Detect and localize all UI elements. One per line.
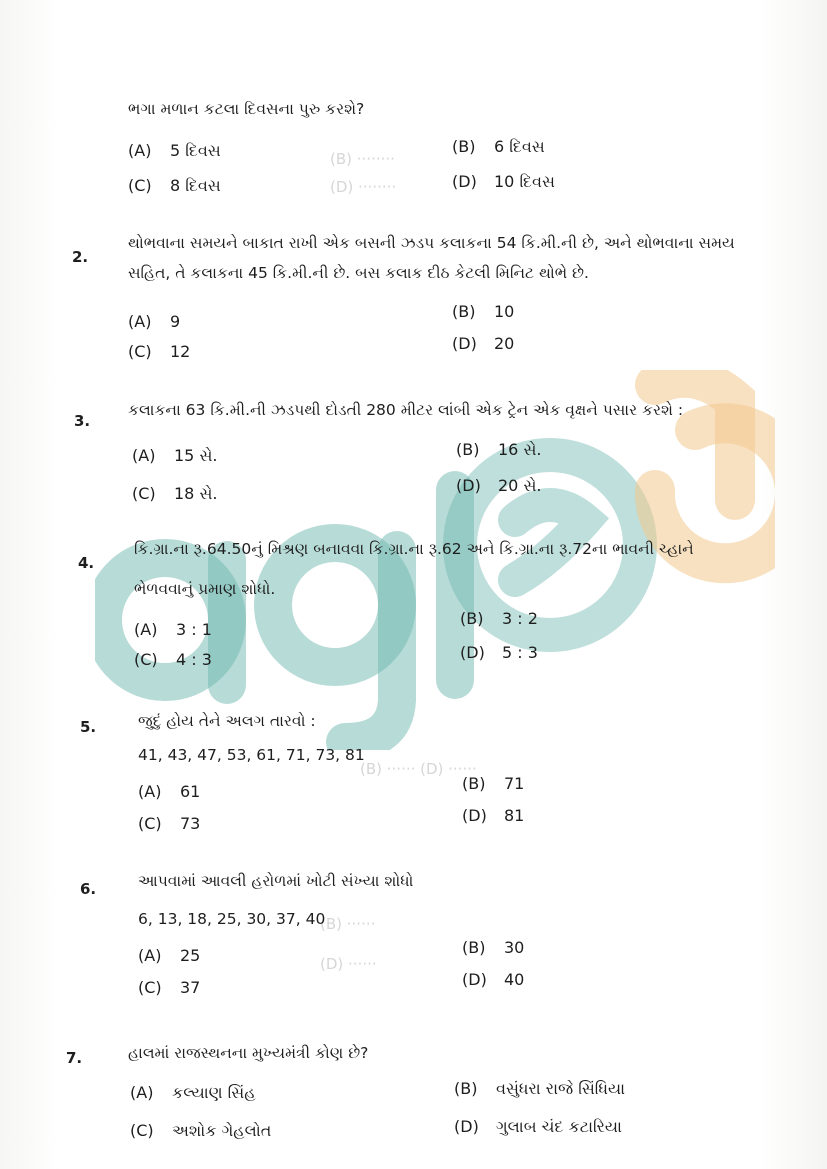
option-label: (A) — [138, 946, 162, 965]
option-value: 81 — [504, 806, 525, 825]
option-label: (A) — [138, 782, 162, 801]
option-label: (D) — [456, 476, 481, 495]
option-value: 8 દિવસ — [170, 176, 221, 195]
option-label: (D) — [452, 334, 477, 353]
question-4-number: 4. — [78, 554, 95, 572]
option-value: 10 — [494, 302, 515, 321]
question-7-option-b — [454, 1079, 625, 1099]
question-2-option-d — [452, 334, 514, 353]
question-4-option-c — [134, 650, 212, 669]
option-label: (C) — [134, 650, 158, 669]
option-value: 12 — [170, 342, 191, 361]
option-value: 71 — [504, 774, 525, 793]
bleed-through-text: (D) ········ — [330, 178, 397, 196]
option-value: વસુંધરા રાજે સિંધિયા — [496, 1079, 626, 1098]
question-3-option-d — [456, 476, 542, 496]
option-value: 25 — [180, 946, 201, 965]
bleed-through-text: (B) ······ — [320, 915, 376, 933]
bleed-through-text: (B) ········ — [330, 150, 395, 168]
question-6-option-a — [138, 946, 200, 965]
option-value: 15 સે. — [174, 446, 218, 465]
option-label: (B) — [452, 137, 476, 156]
option-label: (C) — [128, 342, 152, 361]
question-2-text-line-2: સહિત, તે કલાકના 45 કિ.મી.ની છે. બસ કલાક દીઠ કેટલી મિનિટ થોભે છે. — [128, 264, 589, 282]
question-6-option-c — [138, 978, 200, 997]
question-1-option-c — [128, 176, 221, 196]
question-1-option-b — [452, 137, 545, 157]
question-2-text-line-1: થોભવાના સમયને બાકાત રાખી એક બસની ઝડપ કલાકના 54 કિ.મી.ની છે, અને થોભવાના સમય — [128, 234, 735, 252]
option-value: 18 સે. — [174, 484, 218, 503]
option-value: 4 : 3 — [176, 650, 212, 669]
question-4-option-a — [134, 620, 212, 639]
question-1-text-line-1: ભગા મળાન કટલા દિવસના પુરુ કરશે? — [128, 100, 365, 118]
option-value: 10 દિવસ — [494, 172, 555, 191]
question-4-text-line-2: ભેળવવાનું પ્રમાણ શોધો. — [134, 580, 276, 598]
question-4-option-d — [460, 643, 538, 662]
question-5-option-b — [462, 774, 524, 793]
option-label: (D) — [454, 1117, 479, 1136]
option-label: (C) — [128, 176, 152, 195]
question-5-option-a — [138, 782, 200, 801]
question-2-option-a — [128, 312, 180, 331]
question-6-option-d — [462, 970, 524, 989]
question-5-text-line-2: 41, 43, 47, 53, 61, 71, 73, 81 — [138, 746, 365, 764]
option-label: (B) — [462, 774, 486, 793]
option-value: કલ્યાણ સિંહ — [172, 1083, 256, 1102]
question-6-text-line-2: 6, 13, 18, 25, 30, 37, 40 — [138, 910, 326, 928]
option-label: (C) — [138, 814, 162, 833]
question-3-option-c — [132, 484, 218, 504]
option-label: (B) — [456, 440, 480, 459]
option-label: (D) — [452, 172, 477, 191]
question-6-option-b — [462, 938, 524, 957]
option-value: 16 સે. — [498, 440, 542, 459]
option-value: અશોક ગેહલોત — [172, 1121, 272, 1140]
option-value: 73 — [180, 814, 201, 833]
bleed-through-text: (D) ······ — [320, 955, 377, 973]
option-label: (D) — [462, 970, 487, 989]
question-3-option-a — [132, 446, 218, 466]
question-1-option-a — [128, 141, 221, 161]
question-5-text-line-1: જુદું હોય તેને અલગ તારવો : — [138, 712, 316, 730]
question-7-option-a — [130, 1083, 256, 1103]
question-4-text-line-1: કિ.ગ્રા.ના રૂ.64.50નું મિશ્રણ બનાવવા કિ.ગ્રા.ના રૂ.62 અને કિ.ગ્રા.ના રૂ.72ના ભાવની ચ્હાને — [134, 540, 694, 558]
option-label: (D) — [460, 643, 485, 662]
option-value: 37 — [180, 978, 201, 997]
option-value: 6 દિવસ — [494, 137, 545, 156]
question-2-option-b — [452, 302, 514, 321]
option-label: (B) — [454, 1079, 478, 1098]
option-value: 30 — [504, 938, 525, 957]
question-2-option-c — [128, 342, 190, 361]
question-1-option-d — [452, 172, 555, 192]
question-5-option-c — [138, 814, 200, 833]
option-label: (B) — [460, 609, 484, 628]
question-6-number: 6. — [80, 880, 97, 898]
option-label: (A) — [128, 141, 152, 160]
question-7-option-c — [130, 1121, 271, 1141]
question-2-number: 2. — [72, 248, 89, 266]
question-7-option-d — [454, 1117, 622, 1137]
option-value: 20 — [494, 334, 515, 353]
option-label: (B) — [462, 938, 486, 957]
option-label: (D) — [462, 806, 487, 825]
question-7-text-line-1: હાલમાં રાજસ્થનના મુખ્યમંત્રી કોણ છે? — [128, 1044, 369, 1062]
option-value: 40 — [504, 970, 525, 989]
option-value: 3 : 1 — [176, 620, 212, 639]
option-value: 20 સે. — [498, 476, 542, 495]
question-4-option-b — [460, 609, 538, 628]
option-value: 5 : 3 — [502, 643, 538, 662]
question-5-option-d — [462, 806, 524, 825]
question-7-number: 7. — [66, 1049, 83, 1067]
option-value: 9 — [170, 312, 181, 331]
option-value: ગુલાબ ચંદ કટારિયા — [496, 1117, 622, 1136]
option-value: 5 દિવસ — [170, 141, 221, 160]
option-label: (C) — [130, 1121, 154, 1140]
option-label: (B) — [452, 302, 476, 321]
question-3-number: 3. — [74, 412, 91, 430]
option-value: 61 — [180, 782, 201, 801]
option-label: (A) — [132, 446, 156, 465]
option-value: 3 : 2 — [502, 609, 538, 628]
bleed-through-text: (B) ······ (D) ······ — [360, 760, 477, 778]
option-label: (A) — [128, 312, 152, 331]
option-label: (C) — [132, 484, 156, 503]
question-3-option-b — [456, 440, 542, 460]
question-5-number: 5. — [80, 718, 97, 736]
option-label: (A) — [134, 620, 158, 639]
question-6-text-line-1: આપવામાં આવલી હરોળમાં ખોટી સંખ્યા શોધો — [138, 872, 414, 890]
option-label: (A) — [130, 1083, 154, 1102]
question-3-text-line-1: કલાકના 63 કિ.મી.ની ઝડપથી દોડતી 280 મીટર લાંબી એક ટ્રેન એક વૃક્ષને પસાર કરશે : — [128, 401, 684, 419]
option-label: (C) — [138, 978, 162, 997]
